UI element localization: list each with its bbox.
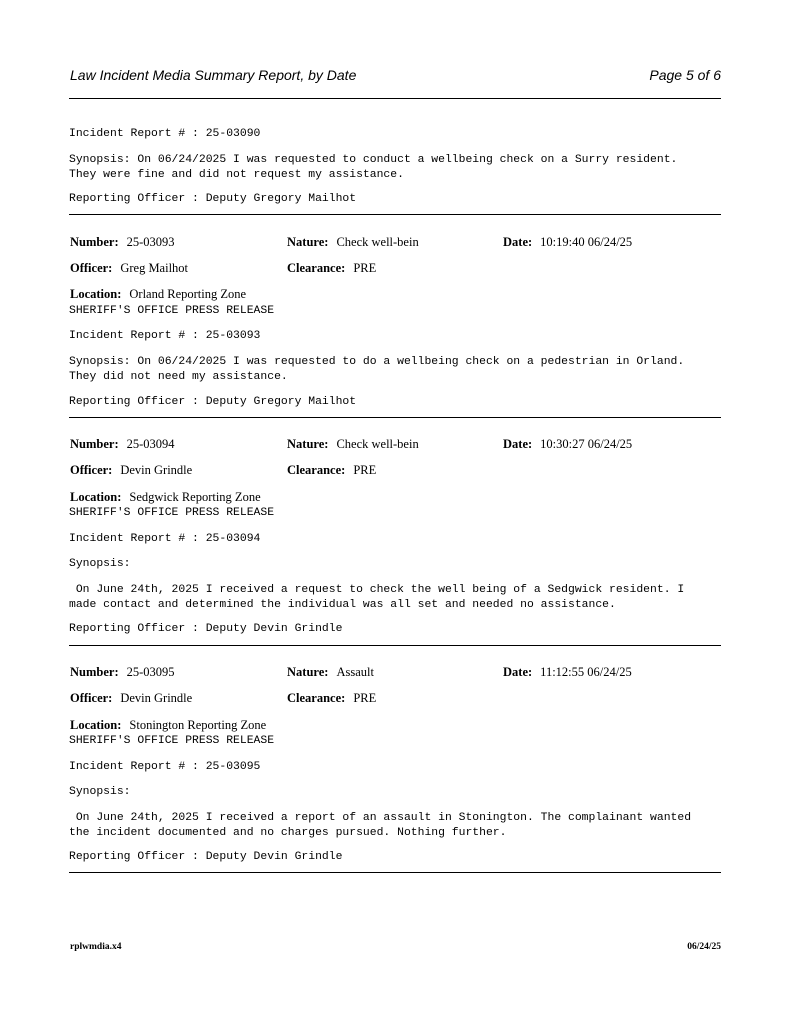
report-title: Law Incident Media Summary Report, by Date	[70, 67, 357, 83]
reporting-officer-line: Reporting Officer : Deputy Devin Grindle	[69, 623, 343, 635]
clearance-field: Clearance: PRE	[287, 261, 377, 275]
location-field: Location: Stonington Reporting Zone	[70, 718, 267, 732]
date-field: Date: 10:30:27 06/24/25	[503, 437, 633, 451]
synopsis-label: Synopsis:	[69, 786, 131, 798]
location-field: Location: Orland Reporting Zone	[70, 287, 247, 301]
incident-report-line: Incident Report # : 25-03090	[69, 128, 261, 140]
footer-report-id: rplwmdia.x4	[70, 942, 122, 952]
incident-report-line: Incident Report # : 25-03095	[69, 761, 261, 773]
number-field: Number: 25-03095	[70, 665, 175, 679]
entry-divider	[69, 214, 721, 215]
clearance-field: Clearance: PRE	[287, 691, 377, 705]
officer-field: Officer: Devin Grindle	[70, 691, 193, 705]
entry-divider	[69, 417, 721, 418]
entry-divider	[69, 872, 721, 873]
incident-report-line: Incident Report # : 25-03094	[69, 533, 261, 545]
incident-report-line: Incident Report # : 25-03093	[69, 330, 261, 342]
press-release-line: SHERIFF'S OFFICE PRESS RELEASE	[69, 305, 275, 317]
number-field: Number: 25-03094	[70, 437, 175, 451]
reporting-officer-line: Reporting Officer : Deputy Gregory Mailhot	[69, 396, 357, 408]
footer-date: 06/24/25	[687, 942, 721, 952]
synopsis-text: On June 24th, 2025 I received a request to check the well being of a Sedgwick resident. I made contact and determined the individual was all set and needed no assistance.	[69, 584, 685, 611]
nature-field: Nature: Assault	[287, 665, 374, 679]
date-field: Date: 11:12:55 06/24/25	[503, 665, 632, 679]
reporting-officer-line: Reporting Officer : Deputy Gregory Mailhot	[69, 193, 357, 205]
location-field: Location: Sedgwick Reporting Zone	[70, 490, 261, 504]
nature-field: Nature: Check well-bein	[287, 235, 419, 249]
synopsis-label: Synopsis:	[69, 558, 131, 570]
synopsis-text: Synopsis: On 06/24/2025 I was requested to conduct a wellbeing check on a Surry resident. They were fine and did not request my assistance.	[69, 154, 678, 181]
press-release-line: SHERIFF'S OFFICE PRESS RELEASE	[69, 507, 275, 519]
synopsis-text: On June 24th, 2025 I received a report of an assault in Stonington. The complainant wanted the incident documented and no charges pursued. Nothing further.	[69, 812, 692, 839]
officer-field: Officer: Greg Mailhot	[70, 261, 189, 275]
entry-divider	[69, 645, 721, 646]
press-release-line: SHERIFF'S OFFICE PRESS RELEASE	[69, 735, 275, 747]
page-number: Page 5 of 6	[649, 67, 721, 83]
header-rule	[69, 98, 721, 99]
reporting-officer-line: Reporting Officer : Deputy Devin Grindle	[69, 851, 343, 863]
synopsis-text: Synopsis: On 06/24/2025 I was requested to do a wellbeing check on a pedestrian in Orland. They did not need my assistance.	[69, 356, 685, 383]
officer-field: Officer: Devin Grindle	[70, 463, 193, 477]
number-field: Number: 25-03093	[70, 235, 175, 249]
clearance-field: Clearance: PRE	[287, 463, 377, 477]
nature-field: Nature: Check well-bein	[287, 437, 419, 451]
date-field: Date: 10:19:40 06/24/25	[503, 235, 633, 249]
